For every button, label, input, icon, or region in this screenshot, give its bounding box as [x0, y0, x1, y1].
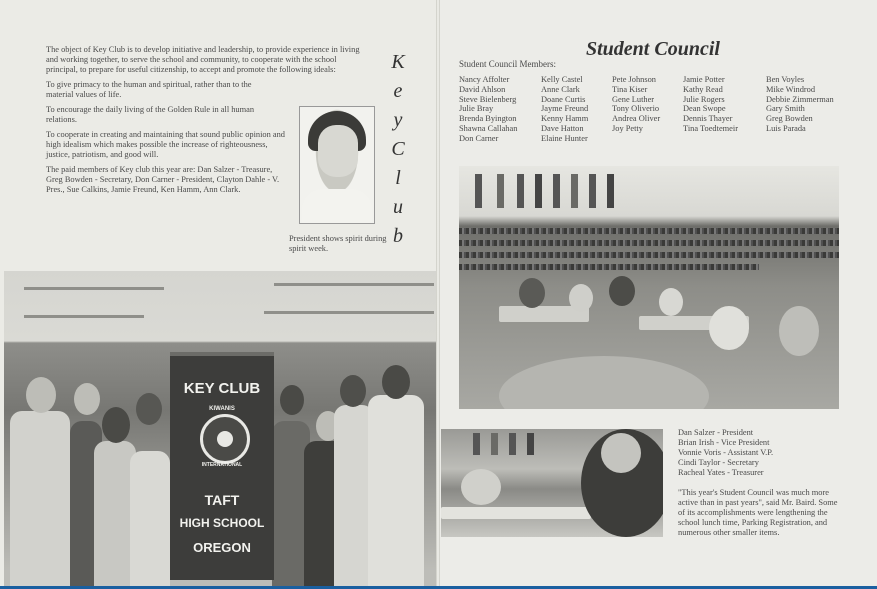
seal-label-top: KIWANIS: [209, 406, 235, 412]
member-name: Dave Hatton: [541, 123, 584, 133]
key-club-group-photo: [4, 271, 437, 589]
member-name: Tina Toedtemeir: [683, 123, 739, 133]
members-column: [459, 75, 517, 144]
title-letter: b: [393, 225, 403, 247]
bookshelf: [459, 240, 839, 246]
title-letter: u: [393, 196, 403, 218]
student-figure: [709, 306, 749, 350]
member-name: Dennis Thayer: [683, 114, 733, 124]
photo-figure: [318, 125, 358, 177]
key-club-page: [0, 0, 437, 589]
member-name: Mike Windrod: [766, 84, 816, 94]
photo-shelf: [24, 287, 164, 290]
flag-icon: [509, 433, 516, 455]
president-photo: [299, 106, 375, 224]
member-name: Shawna Callahan: [459, 123, 518, 133]
club-member: [10, 411, 70, 589]
student-figure: [779, 306, 819, 356]
members-heading: Student Council Members:: [459, 59, 556, 69]
bookshelf: [459, 228, 839, 234]
member-name: Kelly Castel: [541, 75, 583, 84]
banner-line: TAFT: [204, 492, 240, 508]
flag-icon: [475, 174, 482, 208]
member-name: Debbie Zimmerman: [766, 94, 834, 104]
member-name: Gene Luther: [612, 94, 655, 104]
student-figure: [569, 284, 593, 312]
library-meeting-photo: [459, 166, 839, 409]
title-letter: C: [391, 138, 405, 160]
members-column: [541, 75, 588, 144]
club-member-head: [280, 385, 304, 415]
key-club-banner: [170, 352, 274, 580]
council-officers: [678, 428, 773, 478]
student-council-title: Student Council: [586, 38, 720, 60]
club-member: [130, 451, 170, 589]
student-figure: [601, 433, 641, 473]
member-name: David Ahlson: [459, 84, 506, 94]
flag-icon: [497, 174, 504, 208]
member-name: Luis Parada: [766, 123, 806, 133]
member-name: Joy Petty: [612, 123, 643, 133]
officer-line: Racheal Yates - Treasurer: [678, 468, 764, 477]
member-name: Kenny Hamm: [541, 114, 589, 124]
council-quote: "This year's Student Council was much more active than in past years", said Mr. Baird. Some of its accomplishments were lengthening the school lunch time, Parking Registration, and numerous other smaller items.: [678, 488, 838, 537]
club-member: [368, 395, 424, 589]
member-name: Julie Bray: [459, 104, 494, 114]
photo-figure: [302, 189, 372, 223]
title-letter: e: [393, 80, 403, 102]
library-table: [441, 507, 591, 519]
key-club-vertical-title: [386, 48, 410, 251]
key-club-paragraph: To encourage the daily living of the Golden Rule in all human relations.: [46, 105, 255, 124]
member-name: Jayme Freund: [541, 104, 589, 114]
bookshelf: [459, 264, 759, 270]
photo-shelf: [274, 283, 434, 286]
title-letter: y: [393, 109, 403, 131]
member-name: Elaine Hunter: [541, 133, 588, 143]
student-figure: [609, 276, 635, 306]
officer-line: Dan Salzer - President: [678, 428, 754, 437]
member-name: Tony Oliverio: [612, 104, 660, 114]
club-member-head: [102, 407, 130, 443]
member-name: Tina Kiser: [612, 84, 648, 94]
member-name: Greg Bowden: [766, 114, 813, 124]
member-name: Ben Voyles: [766, 75, 805, 84]
president-photo-caption: President shows spirit during spirit week.: [289, 234, 387, 253]
flag-icon: [491, 433, 498, 455]
member-name: Brenda Byington: [459, 114, 517, 124]
kiwanis-seal-icon: [200, 414, 250, 464]
title-letter: l: [395, 167, 401, 189]
officer-line: Cindi Taylor - Secretary: [678, 458, 759, 467]
photo-shelf: [24, 315, 144, 318]
club-member-head: [136, 393, 162, 425]
club-member-head: [340, 375, 366, 407]
member-name: Julie Rogers: [683, 94, 725, 104]
member-name: Steve Bielenberg: [459, 94, 517, 104]
key-club-paragraph: To give primacy to the human and spiritual, rather than to the material values of life.: [46, 80, 252, 99]
member-name: Anne Clark: [541, 84, 580, 94]
banner-line: OREGON: [193, 540, 251, 555]
seal-label-bottom: INTERNATIONAL: [201, 462, 243, 468]
members-column: [612, 75, 660, 134]
title-letter: K: [391, 51, 405, 73]
member-name: Kathy Read: [683, 84, 723, 94]
member-name: Gary Smith: [766, 104, 805, 114]
photo-shelf: [264, 311, 434, 314]
club-member-head: [74, 383, 100, 415]
council-members-photo: [441, 429, 663, 537]
student-figure: [659, 288, 683, 316]
key-club-paragraph: To cooperate in creating and maintaining that sound public opinion and high idealism which makes possible the increase of righteousness, justice, patriotism, and good will.: [46, 130, 285, 159]
officer-line: Brian Irish - Vice President: [678, 438, 770, 447]
members-column: [683, 75, 738, 134]
officer-line: Vonnie Voris - Assistant V.P.: [678, 448, 774, 457]
flag-icon: [473, 433, 480, 455]
bookshelf: [459, 252, 839, 258]
carpet-stairs: [499, 356, 709, 409]
member-name: Nancy Affolter: [459, 75, 510, 84]
flag-icon: [527, 433, 534, 455]
key-club-paragraph: The paid members of Key club this year are: Dan Salzer - Treasure, Greg Bowden - Secretary, Don Carner - President, Clayton Dahle - V. Pres., Sue Calkins, Jamie Freund, Ken Hamm, Ann Clark.: [46, 165, 280, 194]
key-club-paragraph: The object of Key Club is to develop initiative and leadership, to provide experience in living and working together, to serve the school and community, to cooperate with the school principal, to prepare for useful citizenship, to accept and promote the following ideals:: [46, 45, 360, 74]
student-figure: [519, 278, 545, 308]
flag-icon: [553, 174, 560, 208]
flag-icon: [589, 174, 596, 208]
banner-title: KEY CLUB: [183, 380, 261, 397]
banner-line: HIGH SCHOOL: [179, 516, 265, 530]
flag-icon: [535, 174, 542, 208]
member-name: Doane Curtis: [541, 94, 586, 104]
member-name: Andrea Oliver: [612, 114, 661, 124]
student-figure: [461, 469, 501, 505]
member-name: Dean Swope: [683, 104, 726, 114]
flag-icon: [607, 174, 614, 208]
flag-icon: [571, 174, 578, 208]
club-member-head: [26, 377, 56, 413]
flag-icon: [517, 174, 524, 208]
member-name: Don Carner: [459, 133, 499, 143]
member-name: Pete Johnson: [612, 75, 656, 84]
member-name: Jamie Potter: [683, 75, 725, 84]
members-column: [766, 75, 834, 134]
club-member-head: [382, 365, 410, 399]
